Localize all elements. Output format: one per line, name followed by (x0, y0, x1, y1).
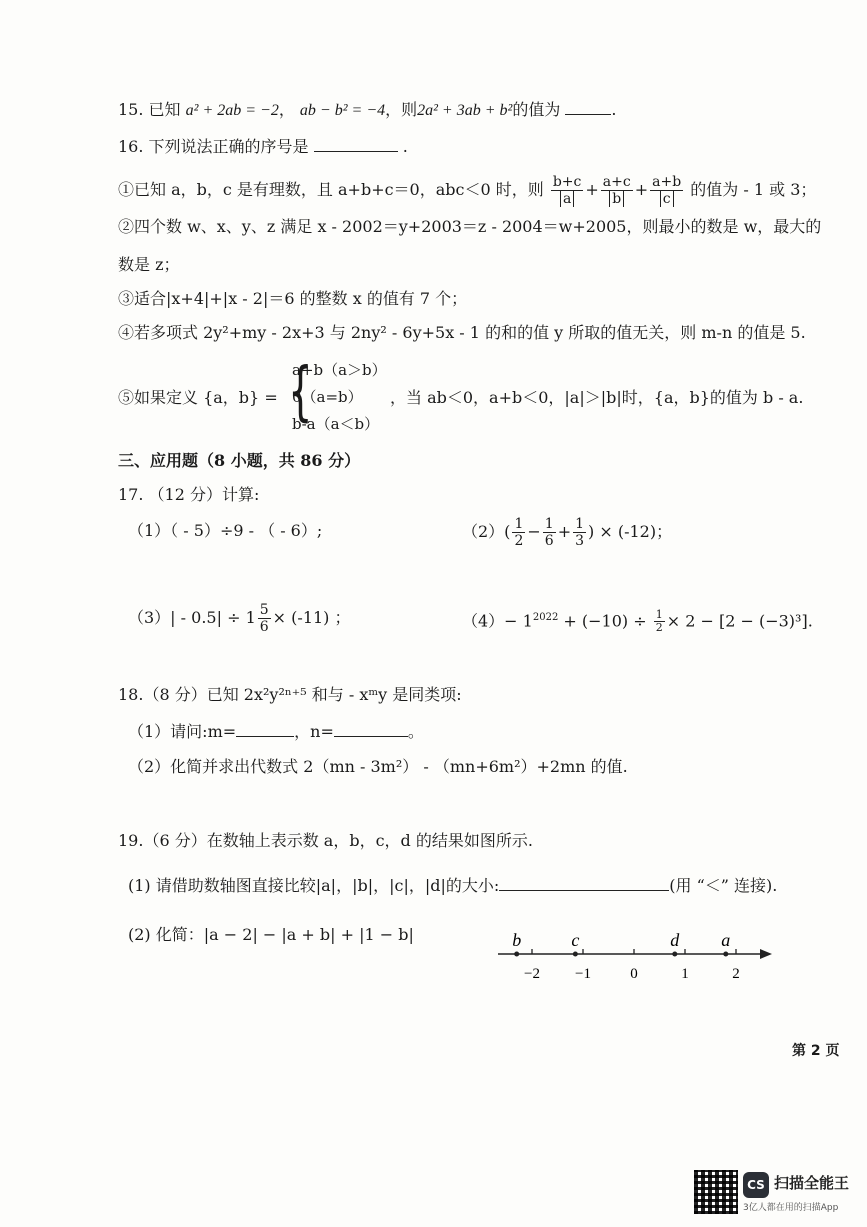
number-line (490, 920, 780, 990)
q15-cond2: ab − b² = −4 (299, 102, 386, 119)
point-label-d: d (670, 930, 680, 950)
piecewise-brace: { (288, 355, 313, 429)
q17-p4-pre: （4）− 1 (462, 611, 533, 631)
q17-p2-frac2-den: 6 (544, 533, 554, 549)
axis-tick-label: −2 (524, 966, 540, 982)
q17-p4-exp: 2022 (532, 612, 559, 623)
q15-pre: ，则 (385, 100, 418, 119)
page-number: 第 2 页 (792, 1043, 840, 1059)
q16-label: 16. 下列说法正确的序号是 (118, 137, 309, 156)
q18-p1 (128, 720, 424, 743)
q15: 15. 已知 a² + 2ab = −2， ab − b² = −4，则2a² + 3ab + b²的值为 . (118, 100, 617, 119)
q17-p2-frac3 (573, 516, 586, 549)
point-d (672, 952, 677, 957)
q16-s1-pre: ①已知 a，b，c 是有理数，且 a+b+c＝0，abc＜0 时，则 (118, 180, 544, 199)
q16-title (118, 135, 408, 158)
q15-answer-blank[interactable] (565, 98, 611, 115)
axis-tick-label: 1 (681, 966, 689, 982)
q19-p1b: (用 “＜” 连接). (669, 876, 778, 895)
point-b (514, 952, 519, 957)
n-answer-blank[interactable] (334, 720, 408, 737)
piece-case-1: a+b（a＞b） (292, 361, 387, 379)
q17-p3-frac-num: 5 (259, 602, 269, 618)
q17-p2-frac3-den: 3 (575, 533, 585, 549)
q17-p4-mid: + (−10) ÷ (558, 611, 652, 631)
q17-p4-post: × 2 − [2 − (−3)³]. (666, 611, 813, 631)
brand-name: 扫描全能王 (774, 1174, 850, 1192)
q16-s4: ④若多项式 2y²+my - 2x+3 与 2ny² - 6y+5x - 1 的和的值 y 所取的值无关，则 m-n 的值是 5. (118, 323, 806, 342)
camscanner-logo: CS (743, 1172, 769, 1198)
q17-p2-op2: + (557, 522, 572, 541)
q19-p1 (128, 874, 777, 897)
q17-p2-frac1 (512, 516, 525, 549)
q17-p2-frac1-den: 2 (514, 533, 524, 549)
q17-p2-post: ) × (-12)； (588, 522, 673, 541)
q17-p3 (128, 598, 351, 638)
q16-s5-pre: ⑤如果定义 {a，b} = (118, 388, 278, 407)
q15-label: 15. 已知 (118, 100, 181, 119)
frac-3-num: a+b (652, 174, 682, 190)
qr-code-icon (694, 1170, 738, 1214)
q16-answer-blank[interactable] (314, 135, 398, 152)
q17-p4-frac (654, 609, 665, 634)
q16-end: . (402, 137, 408, 156)
q17-p4-frac-den: 2 (655, 621, 663, 635)
q18-p1c: 。 (407, 722, 424, 741)
frac-2-num: a+c (602, 174, 631, 190)
q19-label: 19.（6 分）在数轴上表示数 a，b，c，d 的结果如图所示. (118, 831, 533, 850)
m-answer-blank[interactable] (236, 720, 294, 737)
axis-tick-label: 0 (630, 966, 638, 982)
piece-case-3: b-a（a＜b） (292, 415, 380, 433)
q17-p1: （1）（ - 5）÷9 - （ - 6）; (128, 521, 323, 540)
axis-tick-label: 2 (732, 966, 740, 982)
q17-p2-frac1-num: 1 (514, 516, 524, 532)
frac-3-den: c (660, 191, 674, 207)
q17-p3-frac (258, 602, 271, 635)
q17-p2-op1: − (527, 522, 541, 541)
q18-p1a: （1）请问:m= (128, 722, 237, 741)
q18-p2: （2）化简并求出代数式 2（mn - 3m²） - （mn+6m²）+2mn 的值. (128, 757, 628, 776)
q16-s1-post: 的值为 - 1 或 3； (690, 180, 817, 199)
q17-p2-frac2 (543, 516, 556, 549)
q16-s2a: ②四个数 w、x、y、z 满足 x - 2002＝y+2003＝z - 2004＝w+2005，则最小的数是 w，最大的 (118, 217, 822, 236)
section-heading: 三、应用题（8 小题，共 86 分） (118, 451, 361, 470)
q15-expr: 2a² + 3ab + b² (417, 102, 513, 119)
q18-p1b: ，n= (294, 722, 334, 741)
q17-p2-frac3-num: 1 (575, 516, 585, 532)
q19-p1a: (1) 请借助数轴图直接比较|a|，|b|，|c|，|d|的大小: (128, 876, 500, 895)
q16-s3: ③适合|x+4|+|x - 2|＝6 的整数 x 的值有 7 个； (118, 289, 468, 308)
q18-label: 18.（8 分）已知 2x²y²ⁿ⁺⁵ 和与 - xᵐy 是同类项: (118, 685, 462, 704)
axis-arrow (760, 949, 772, 959)
brand-slogan: 3亿人都在用的扫描App (743, 1203, 839, 1213)
q17-p2 (462, 512, 672, 552)
frac-1-den: a (560, 191, 574, 207)
q19-answer-blank[interactable] (499, 874, 669, 891)
q15-post: 的值为 (512, 100, 561, 119)
q17-p3-pre: （3）| - 0.5| ÷ 1 (128, 608, 256, 627)
frac-1-num: b+c (552, 174, 582, 190)
q15-cond1: a² + 2ab = −2 (185, 102, 279, 119)
q15-end: . (611, 100, 617, 119)
q17-p2-pre: （2）( (462, 522, 511, 541)
q16-s1: ①已知 a，b，c 是有理数，且 a+b+c＝0，abc＜0 时，则 $\frac{b+c}{a}$ + $\frac{a+c}{b}$ + $\frac{a+b}{c}$ 的值为 - 1 或 3； (118, 174, 817, 207)
point-label-b: b (512, 930, 522, 950)
q17-p2-frac2-num: 1 (544, 516, 554, 532)
q17-p3-post: × (-11) ； (272, 608, 351, 627)
axis-tick-label: −1 (575, 966, 591, 982)
q17-p3-frac-den: 6 (259, 619, 269, 635)
point-a (723, 952, 728, 957)
piece-case-2: 0（a=b） (292, 388, 363, 406)
point-label-c: c (571, 930, 580, 950)
point-c (573, 952, 578, 957)
frac-2-den: b (609, 191, 624, 207)
q17-label: 17. （12 分）计算: (118, 485, 260, 504)
frac-2 (601, 174, 633, 207)
q19-p2: (2) 化简：|a − 2| − |a + b| + |1 − b| (128, 925, 414, 944)
frac-1 (551, 174, 584, 207)
q16-s5-post: ，当 ab＜0，a+b＜0，|a|＞|b|时，{a，b}的值为 b - a. (390, 388, 804, 407)
q17-p4-frac-num: 1 (655, 608, 663, 622)
q17-p4 (462, 598, 813, 641)
point-label-a: a (721, 930, 731, 950)
q16-s2b: 数是 z； (118, 255, 180, 274)
frac-3 (650, 174, 683, 207)
